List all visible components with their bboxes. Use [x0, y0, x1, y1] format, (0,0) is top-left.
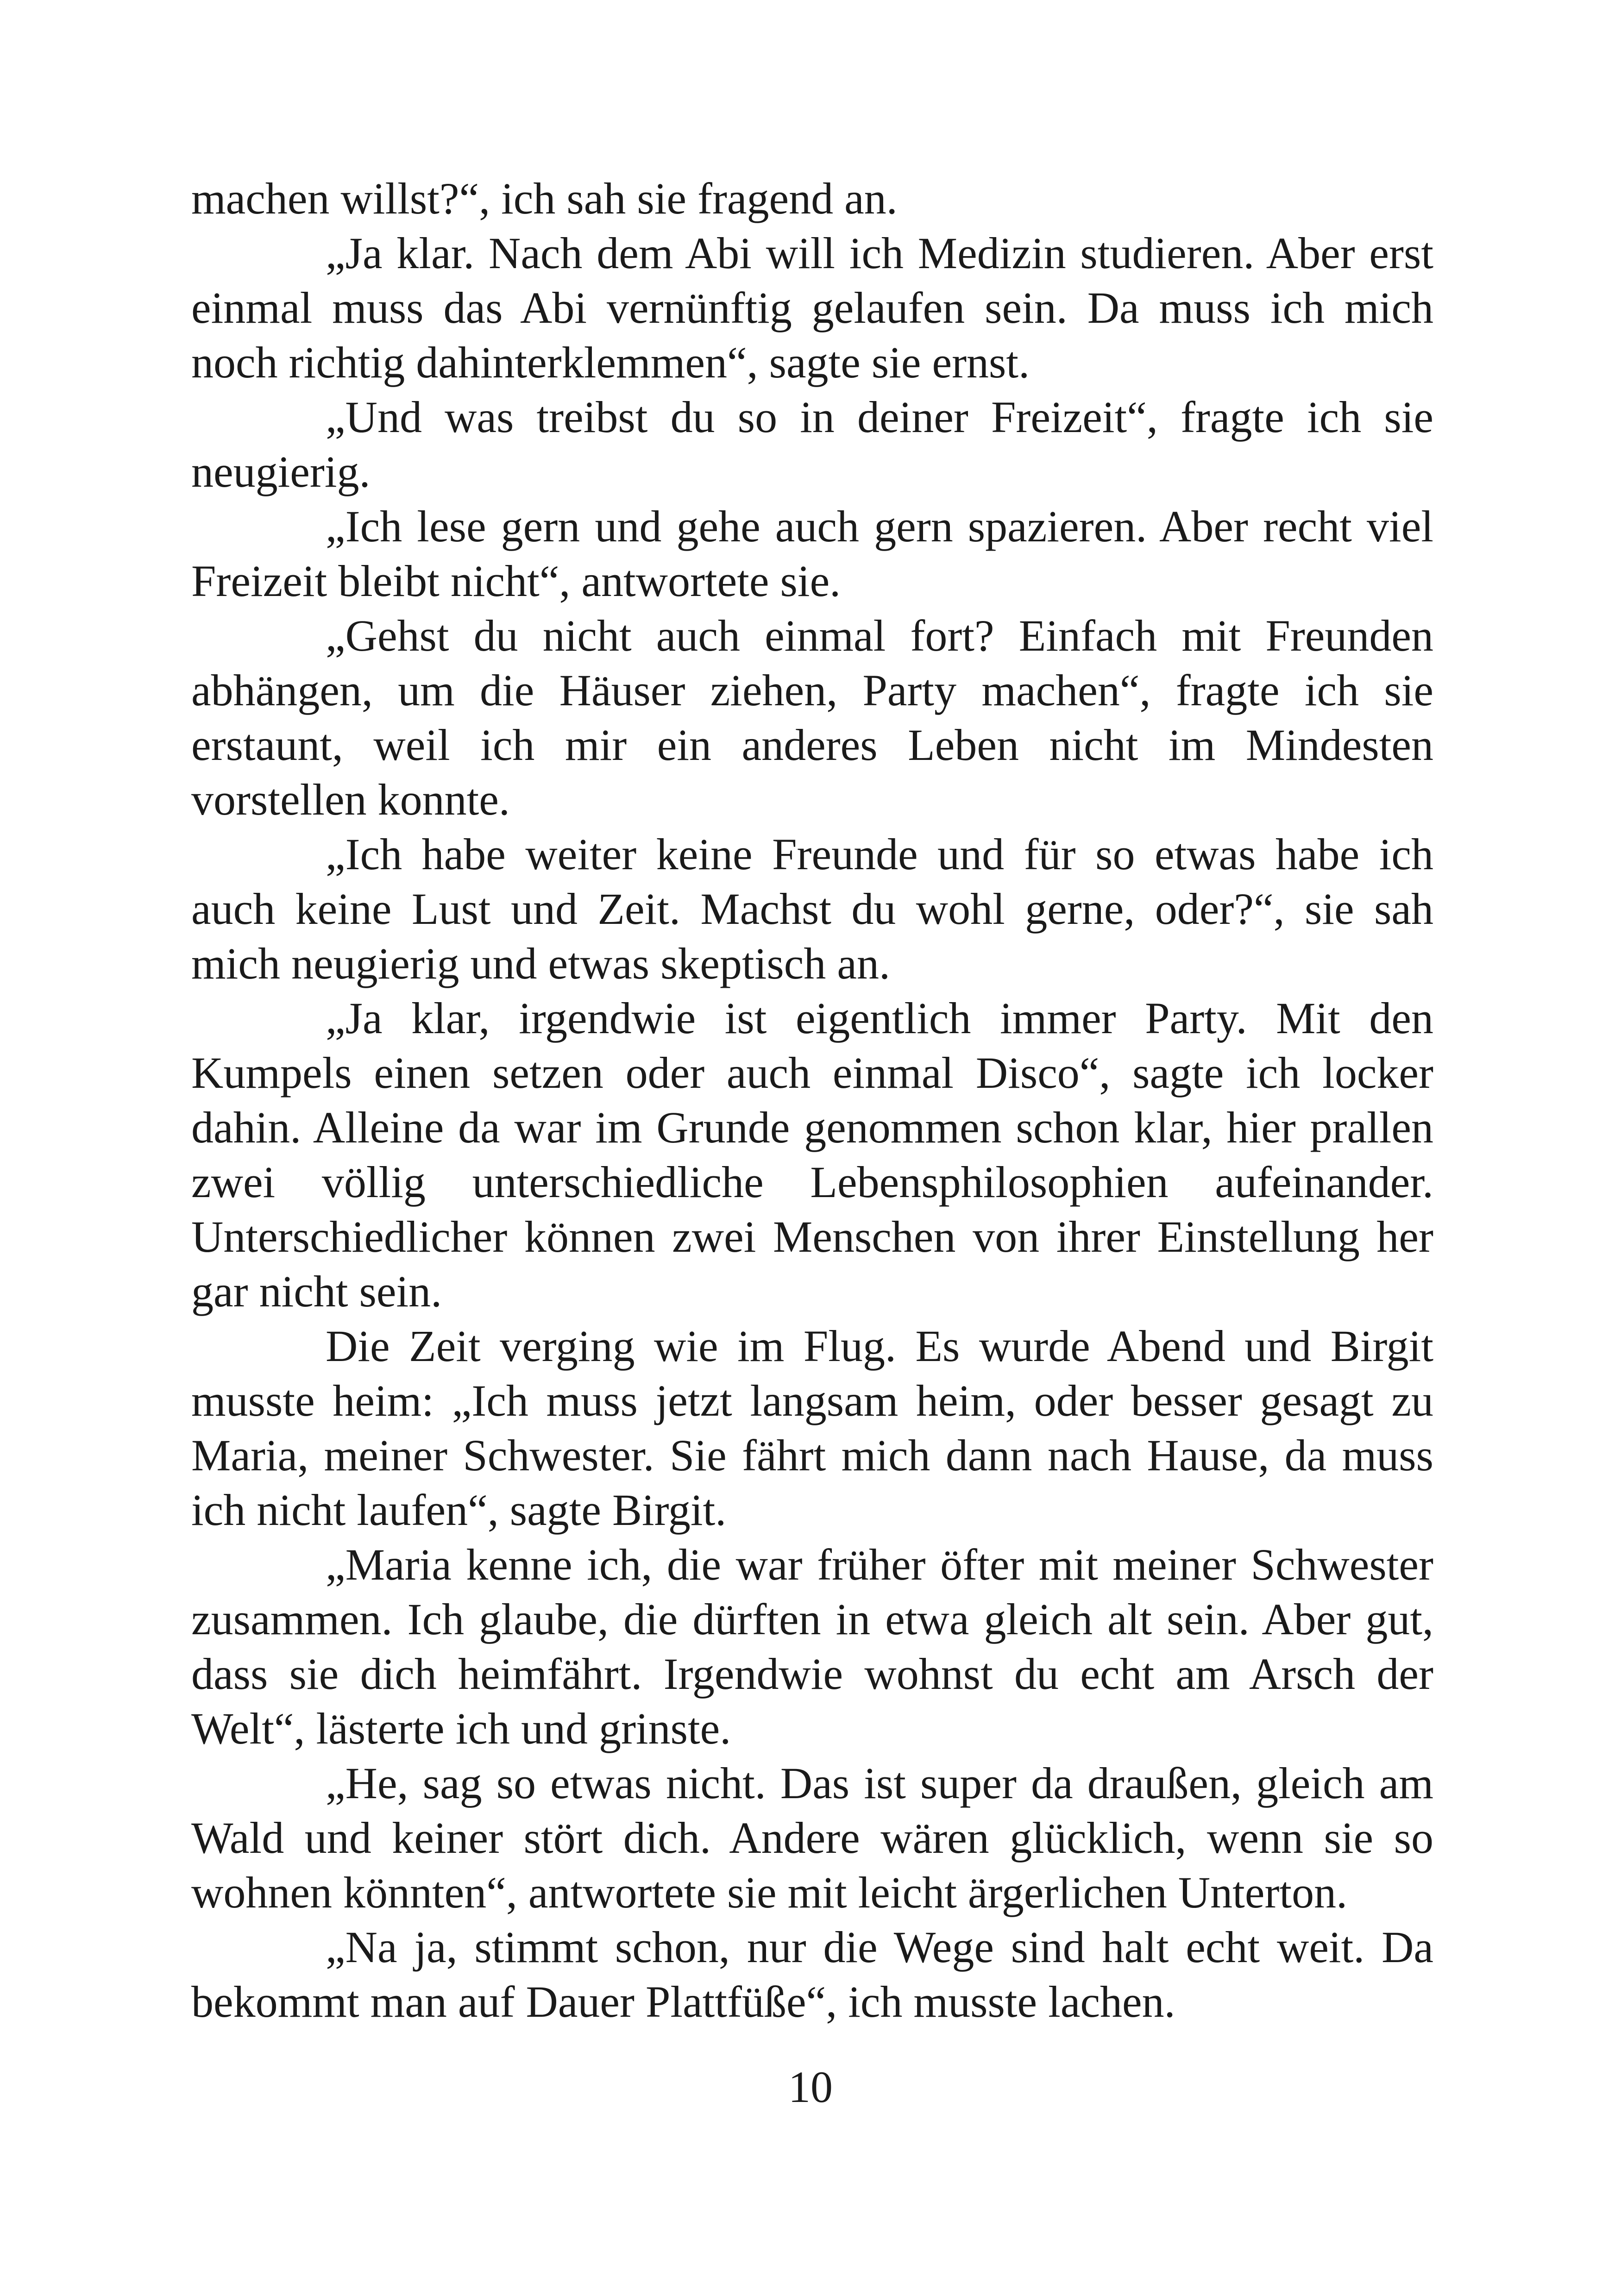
body-text: [191, 171, 1433, 2029]
paragraph: „Und was treibst du so in deiner Freizeit“, fragte ich sie neugierig.: [191, 392, 1433, 496]
paragraph: „Ich habe weiter keine Freunde und für so etwas habe ich auch keine Lust und Zeit. Machst du wohl gerne, oder?“, sie sah mich neugierig und etwas skeptisch an.: [191, 829, 1433, 988]
paragraph: „Maria kenne ich, die war früher öfter mit meiner Schwester zusammen. Ich glaube, die dürften in etwa gleich alt sein. Aber gut, dass sie dich heimfährt. Irgendwie wohnst du echt am Arsch der Welt“, lästerte ich und grinste.: [191, 1540, 1433, 1753]
paragraph: machen willst?“, ich sah sie fragend an.: [191, 174, 898, 223]
paragraph: „Na ja, stimmt schon, nur die Wege sind halt echt weit. Da bekommt man auf Dauer Plattfüße“, ich musste lachen.: [191, 1922, 1433, 2026]
paragraph: Die Zeit verging wie im Flug. Es wurde Abend und Birgit musste heim: „Ich muss jetzt langsam heim, oder besser gesagt zu Maria, meiner Schwester. Sie fährt mich dann nach Hause, da muss ich nicht laufen“, sagte Birgit.: [191, 1321, 1433, 1535]
paragraph: „Ja klar. Nach dem Abi will ich Medizin studieren. Aber erst einmal muss das Abi vernünftig gelaufen sein. Da muss ich mich noch richtig dahinterklemmen“, sagte sie ernst.: [191, 228, 1433, 387]
paragraph: „He, sag so etwas nicht. Das ist super da draußen, gleich am Wald und keiner stört dich. Andere wären glücklich, wenn sie so wohnen könnten“, antwortete sie mit leicht ärgerlichen Unterton.: [191, 1758, 1433, 1917]
paragraph: „Ich lese gern und gehe auch gern spazieren. Aber recht viel Freizeit bleibt nicht“, antwortete sie.: [191, 502, 1433, 606]
paragraph: „Gehst du nicht auch einmal fort? Einfach mit Freunden abhängen, um die Häuser ziehen, Party machen“, fragte ich sie erstaunt, weil ich mir ein anderes Leben nicht im Mindesten vorstellen konnte.: [191, 611, 1433, 824]
paragraph: „Ja klar, irgendwie ist eigentlich immer Party. Mit den Kumpels einen setzen oder auch einmal Disco“, sagte ich locker dahin. Alleine da war im Grunde genommen schon klar, hier prallen zwei völlig unterschiedliche Lebensphilosophien aufeinander. Unterschiedlicher können zwei Menschen von ihrer Einstellung her gar nicht sein.: [191, 993, 1433, 1316]
page-number: 10: [788, 2062, 833, 2112]
